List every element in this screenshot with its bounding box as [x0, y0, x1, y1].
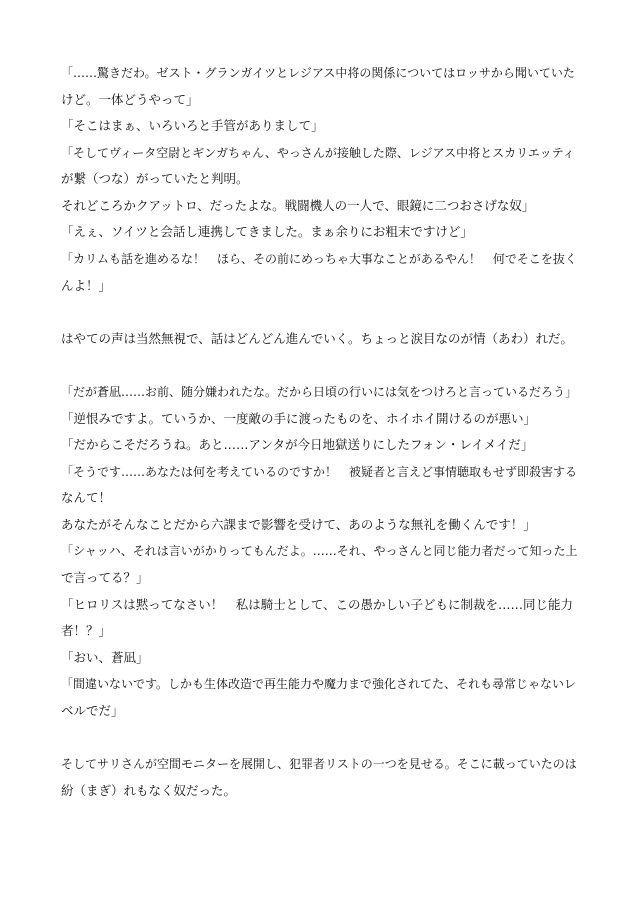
text-line: ベルでだ」	[61, 702, 124, 718]
text-line: 「だからこそだろうね。あと……アンタが今日地獄送りにしたフォン・レイメイだ」	[61, 437, 534, 453]
text-line: が繋（つな）がっていたと判明。	[61, 171, 249, 187]
text-line: 「そこはまぁ、いろいろと手管がありまして」	[61, 118, 324, 134]
text-line: 「えぇ、ソイツと会話し連携してきました。まぁ余りにお粗末ですけど」	[61, 224, 473, 240]
text-line: けど。一体どうやって」	[61, 91, 199, 107]
text-line: それどころかクアットロ、だったよな。戦闘機人の一人で、眼鏡に二つおさげな奴」	[61, 197, 535, 213]
text-line: んよ！」	[61, 277, 112, 293]
text-line: 「そしてヴィータ空尉とギンガちゃん、やっさんが接触した際、レジアス中将とスカリエッティ	[61, 145, 575, 160]
text-line: 「シャッハ、それは言いがかりってもんだよ。……それ、やっさんと同じ能力者だって知った上	[61, 544, 578, 559]
text-line: 「間違いないです。しかも生体改造で再生能力や魔力まで強化されてた、それも尋常じゃないレ	[61, 677, 577, 692]
text-line: 「……驚きだわ。ゼスト・グランガイツとレジアス中将の関係についてはロッサから聞いていた	[61, 66, 575, 80]
text-line: 「カリムも話を進めるな！ ほら、その前にめっちゃ大事なことがあるやん！ 何でそこを抜く	[61, 252, 577, 267]
text-line: 者！？」	[61, 623, 112, 639]
text-line: はやての声は当然無視で、話はどんどん進んでいく。ちょっと涙目なのが情（あわ）れだ。	[61, 330, 574, 346]
text-line: あなたがそんなことだから六課まで影響を受けて、あのような無礼を働くんです！」	[61, 516, 536, 532]
text-line: そしてサリさんが空間モニターを展開し、犯罪者リストの一つを見せる。そこに載っていたのは	[61, 757, 577, 772]
text-line: 「だが蒼凪……お前、随分嫌われたな。だから日頃の行いには気をつけろと言っているだろう」	[61, 384, 578, 399]
text-line: で言ってる？」	[61, 570, 149, 586]
paragraph-gap	[61, 303, 581, 330]
paragraph-gap	[61, 728, 581, 755]
text-line: 「ヒロリスは黙ってなさい！ 私は騎士として、この愚かしい子どもに制裁を……同じ能力	[61, 596, 574, 612]
text-line: 「逆恨みですよ。ていうか、一度敵の手に渡ったものを、ホイホイ開けるのが悪い」	[61, 410, 537, 426]
text-line: 紛（まぎ）れもなく奴だった。	[61, 782, 237, 798]
paragraph-gap	[61, 356, 581, 383]
text-line: 「そうです……あなたは何を考えているのですか！ 被疑者と言えど事情聴取もせず即殺害する	[61, 464, 578, 479]
text-line: なんて！	[61, 490, 112, 506]
text-line: 「おい、蒼凪」	[61, 649, 149, 665]
document-page	[61, 64, 581, 808]
